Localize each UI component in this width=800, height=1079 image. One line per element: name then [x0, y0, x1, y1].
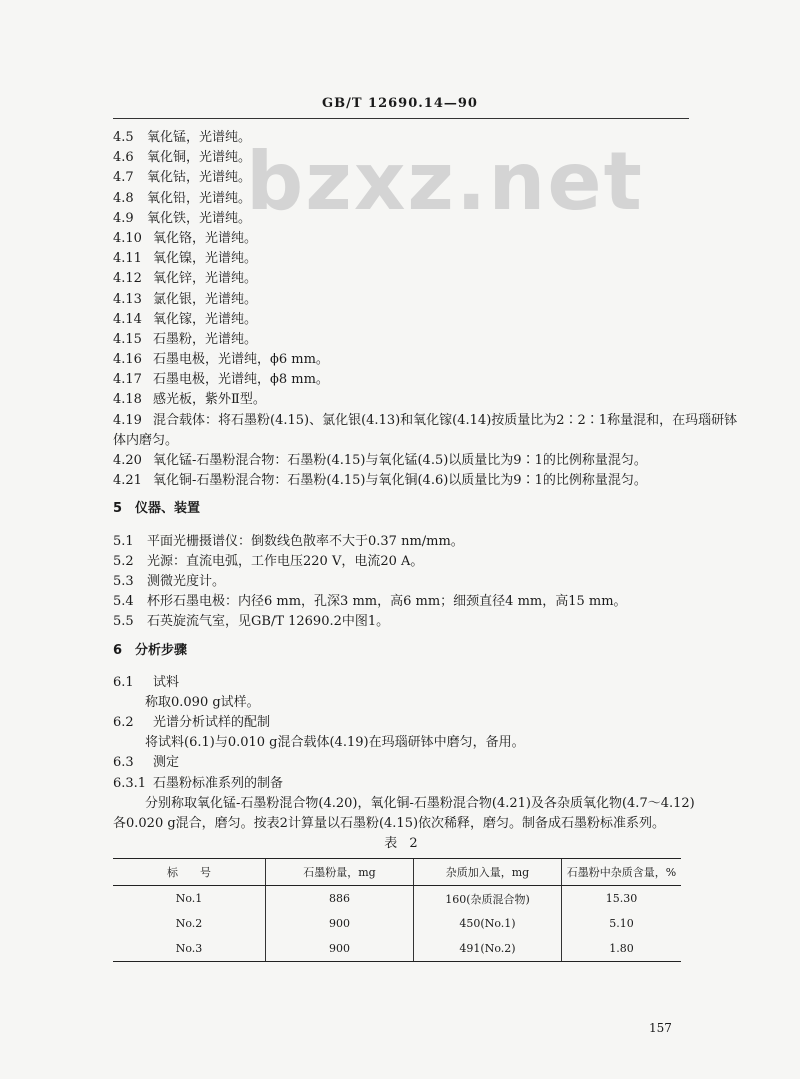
list-item-number: 4.14: [113, 311, 142, 327]
list-item: [113, 330, 693, 350]
watermark-text: bzxz.net: [246, 135, 644, 228]
table-header-cell: 标 号: [113, 859, 266, 886]
list-item-text: 感光板，紫外Ⅱ型。: [153, 392, 266, 408]
table-cell: 886: [266, 886, 414, 912]
list-item-text: 氧化钴，光谱纯。: [147, 170, 252, 186]
list-item-number: 4.17: [113, 372, 142, 388]
table-cell: 900: [266, 911, 414, 936]
section-5-heading: 5 仪器、装置: [113, 501, 201, 517]
standard-code-header: GB/T 12690.14—90: [322, 96, 478, 111]
table-cell: No.2: [175, 917, 203, 931]
table-row: [113, 886, 681, 912]
subsection-6-3-1-text-2: 各0.020 g混合，磨匀。按表2计算量以石墨粉(4.15)依次稀释，磨匀。制备成石墨粉标准系列。: [113, 816, 666, 831]
table-header-row: [113, 859, 681, 886]
list-item-number: 4.15: [113, 331, 142, 347]
list-item-text: 石墨粉，光谱纯。: [153, 331, 258, 347]
reagent-list: [113, 128, 693, 411]
list-item-4-20: 4.20 氧化锰-石墨粉混合物：石墨粉(4.15)与氧化锰(4.5)以质量比为9∶1的比例称量混匀。: [113, 453, 647, 468]
list-item-text: 测微光度计。: [147, 573, 226, 589]
list-item: [113, 572, 693, 592]
list-item-number: 4.16: [113, 352, 142, 368]
list-item-number: 5.4: [113, 594, 134, 610]
table-row: [113, 936, 681, 962]
subsection-6-3-1-heading: 6.3.1 石墨粉标准系列的制备: [113, 775, 284, 791]
list-item-number: 4.18: [113, 392, 142, 408]
list-item: [113, 350, 693, 370]
list-item-number: 5.1: [113, 533, 134, 549]
table-cell: 5.10: [562, 911, 682, 936]
header-rule: [113, 118, 689, 119]
table-cell: 160(杂质混合物): [414, 886, 562, 912]
page-number: 157: [649, 1021, 672, 1035]
list-item-text: 氯化银，光谱纯。: [153, 291, 258, 307]
list-item-text: 氧化铬，光谱纯。: [153, 230, 258, 246]
list-item: [113, 249, 693, 269]
list-item: [113, 370, 693, 390]
section-6-heading: 6 分析步骤: [113, 642, 188, 658]
list-item: [113, 390, 693, 410]
list-item-text: 石墨电极，光谱纯，ϕ8 mm。: [153, 372, 329, 388]
list-item-number: 4.6: [113, 150, 134, 166]
table-cell: 1.80: [562, 936, 682, 962]
standard-series-table: [113, 858, 681, 962]
list-item: [113, 532, 693, 552]
table-cell: No.1: [175, 892, 203, 906]
table-cell: 450(No.1): [414, 911, 562, 936]
list-item-text: 氧化锌，光谱纯。: [153, 271, 258, 287]
list-item-number: 4.10: [113, 230, 142, 246]
list-item-text: 氧化铁，光谱纯。: [147, 210, 252, 226]
list-item-number: 4.11: [113, 251, 142, 267]
subsection-6-3-1-text-1: 分别称取氧化锰-石墨粉混合物(4.20)，氧化铜-石墨粉混合物(4.21)及各杂质氧化物(4.7～4.12): [145, 795, 695, 811]
apparatus-list: [113, 532, 693, 633]
subsection-6-1-text: 称取0.090 g试样。: [145, 694, 260, 710]
list-item-text: 石墨电极，光谱纯，ϕ6 mm。: [153, 352, 329, 368]
list-item-4-19: 4.19 混合载体：将石墨粉(4.15)、氯化银(4.13)和氧化镓(4.14)按质量比为2∶2∶1称量混和，在玛瑙研钵: [113, 412, 738, 428]
list-item-number: 5.3: [113, 573, 134, 589]
list-item-text: 氧化镍，光谱纯。: [153, 251, 258, 267]
list-item-text: 氧化锰，光谱纯。: [147, 130, 252, 145]
list-item: [113, 552, 693, 572]
list-item: [113, 612, 693, 632]
list-item-4-19-continued: 体内磨匀。: [113, 432, 179, 448]
list-item-number: 5.2: [113, 553, 134, 569]
table-cell: 491(No.2): [414, 936, 562, 962]
table-header-cell: 杂质加入量，mg: [414, 859, 562, 886]
list-item: [113, 290, 693, 310]
table-header-cell: 石墨粉中杂质含量，%: [562, 859, 682, 886]
list-item-number: 4.5: [113, 130, 134, 145]
list-item: [113, 168, 693, 188]
list-item-text: 氧化铅，光谱纯。: [147, 190, 252, 206]
table-header-cell: 石墨粉量，mg: [266, 859, 414, 886]
list-item-number: 4.9: [113, 210, 134, 226]
table-cell: 15.30: [562, 886, 682, 912]
list-item: [113, 229, 693, 249]
subsection-6-1-heading: 6.1 试料: [113, 674, 180, 690]
table-row: [113, 911, 681, 936]
list-item-number: 4.13: [113, 291, 142, 307]
list-item: [113, 310, 693, 330]
list-item-number: 4.7: [113, 170, 134, 186]
subsection-6-3-heading: 6.3 测定: [113, 755, 180, 771]
list-item-number: 4.8: [113, 190, 134, 206]
list-item: [113, 128, 693, 148]
list-item: [113, 189, 693, 209]
list-item-4-21: 4.21 氧化铜-石墨粉混合物：石墨粉(4.15)与氧化铜(4.6)以质量比为9∶1的比例称量混匀。: [113, 473, 647, 489]
list-item-text: 氧化铜，光谱纯。: [147, 150, 252, 166]
table-cell: No.3: [113, 936, 266, 962]
list-item-text: 氧化镓，光谱纯。: [153, 311, 258, 327]
list-item-text: 光源：直流电弧，工作电压220 V，电流20 A。: [147, 553, 424, 569]
list-item: [113, 592, 693, 612]
list-item-number: 4.12: [113, 271, 142, 287]
page-content: [113, 128, 738, 962]
subsection-6-2-heading: 6.2 光谱分析试样的配制: [113, 715, 271, 731]
list-item: [113, 269, 693, 289]
list-item-text: 石英旋流气室，见GB/T 12690.2中图1。: [147, 614, 390, 630]
list-item-text: 平面光栅摄谱仪：倒数线色散率不大于0.37 nm/mm。: [147, 533, 464, 549]
table-cell: 900: [266, 936, 414, 962]
list-item-number: 5.5: [113, 614, 134, 630]
list-item: [113, 209, 693, 229]
table-caption: 表 2: [384, 836, 422, 852]
list-item-text: 杯形石墨电极：内径6 mm，孔深3 mm，高6 mm；细颈直径4 mm，高15 mm。: [147, 594, 627, 610]
list-item: [113, 148, 693, 168]
subsection-6-2-text: 将试料(6.1)与0.010 g混合载体(4.19)在玛瑙研钵中磨匀，备用。: [145, 735, 525, 751]
